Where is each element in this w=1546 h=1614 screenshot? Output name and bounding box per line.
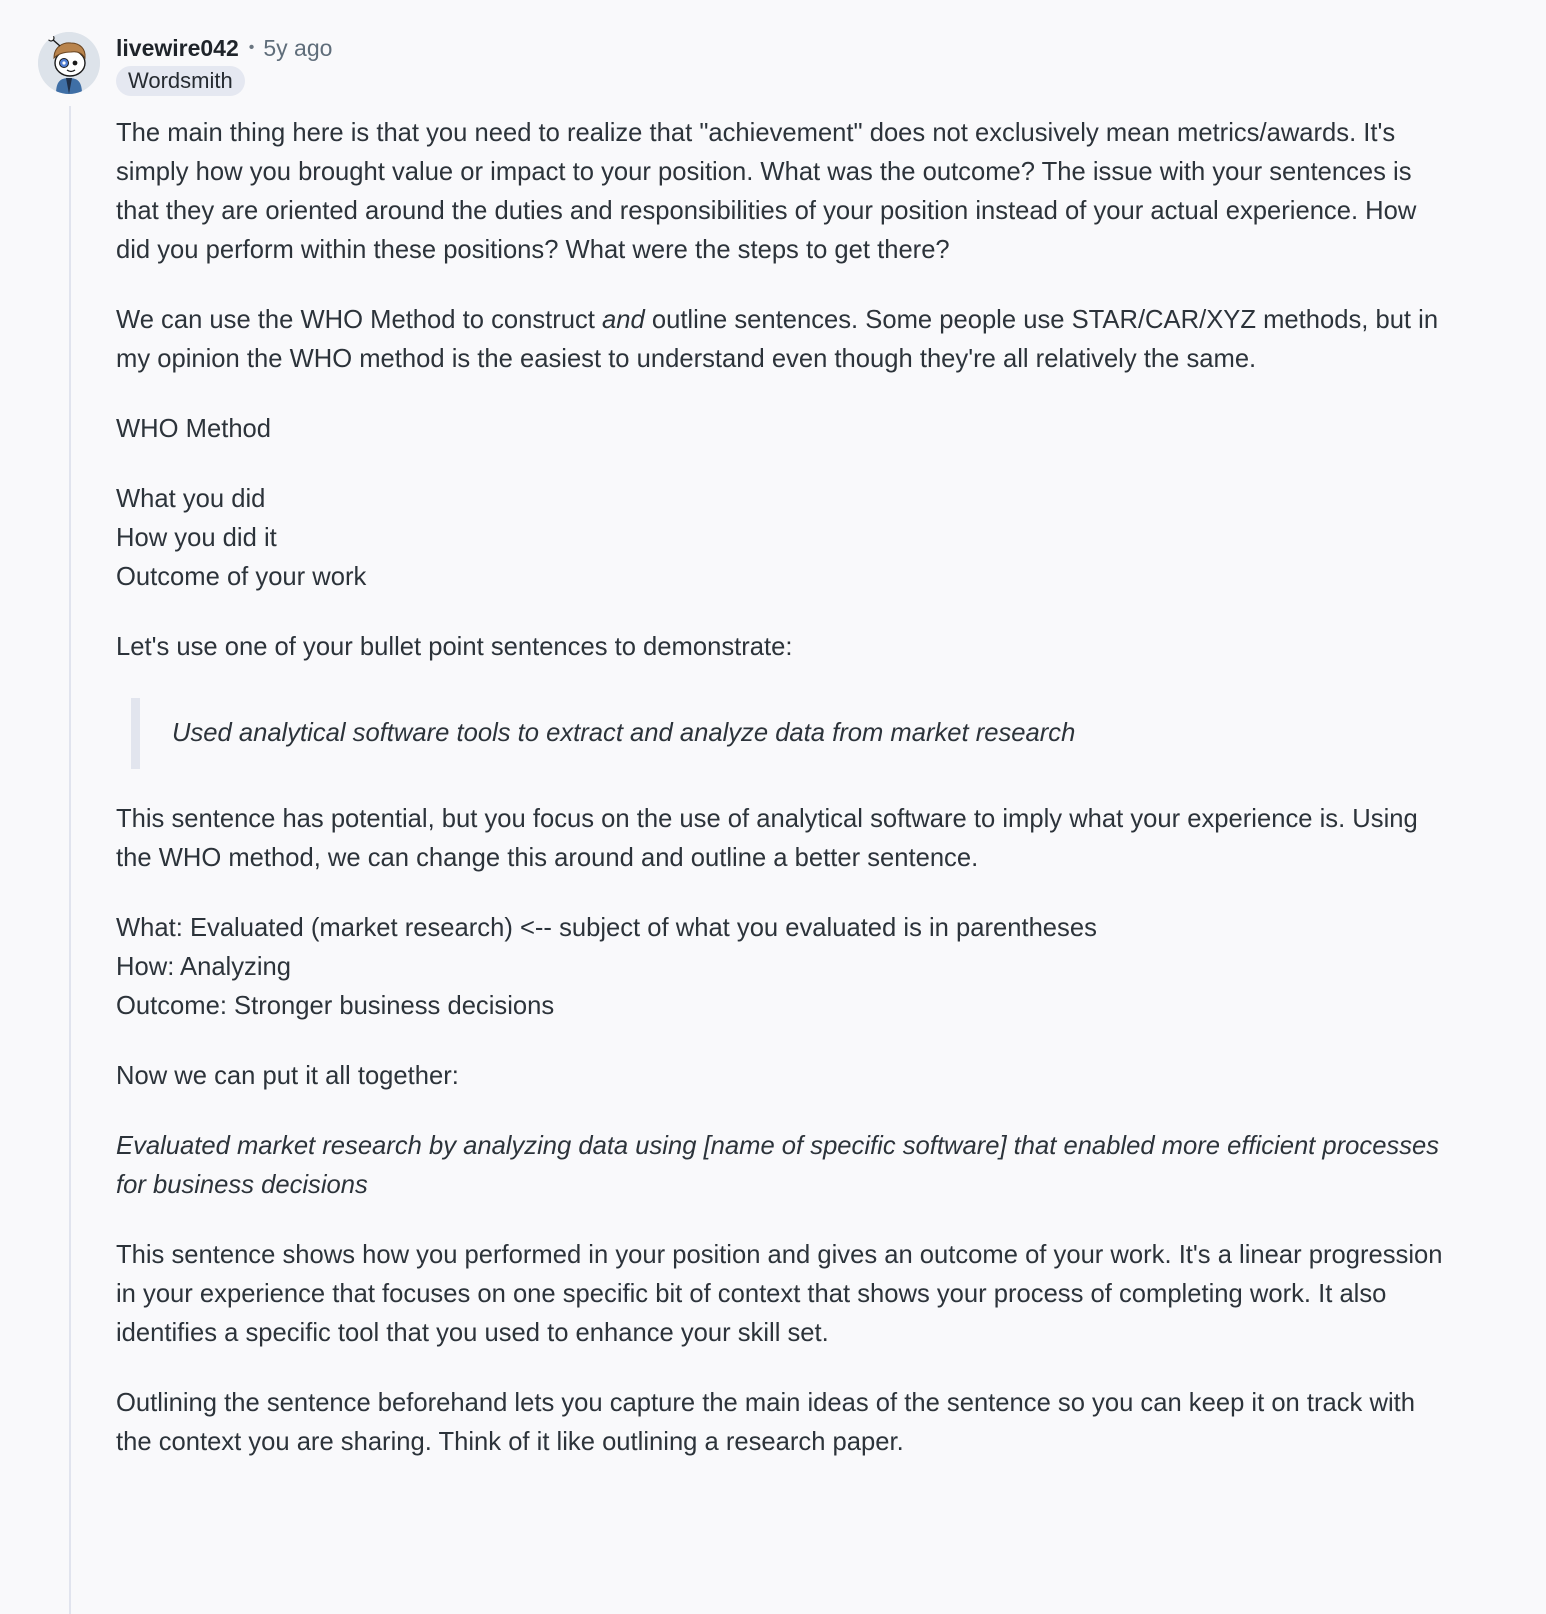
who-method-list: [116, 480, 1451, 597]
paragraph-put-together: Now we can put it all together:: [116, 1062, 459, 1090]
paragraph-analysis: This sentence has potential, but you focus on the use of analytical software to imply what your experience is. Using the WHO method, we can change this around and outline a better sentence.: [116, 805, 1418, 872]
list-item: What: Evaluated (market research) <-- subject of what you evaluated is in parentheses: [116, 914, 1097, 942]
paragraph-text: outline sentences. Some people use STAR/CAR/XYZ methods, but in my opinion the WHO method is the easiest to understand even though they're all relatively the same.: [116, 306, 1439, 373]
comment-body: [116, 114, 1451, 1493]
snoo-avatar-icon: [38, 32, 100, 94]
thread-collapse-line[interactable]: [69, 106, 71, 1614]
list-item: How you did it: [116, 524, 277, 552]
list-item: How: Analyzing: [116, 953, 291, 981]
paragraph-conclusion: Outlining the sentence beforehand lets you capture the main ideas of the sentence so you can keep it on track with the context you are sharing. Think of it like outlining a research paper.: [116, 1389, 1415, 1456]
user-avatar[interactable]: [38, 32, 100, 94]
paragraph-who-method-intro: [116, 301, 1451, 379]
comment-meta: [116, 33, 332, 63]
timestamp[interactable]: 5y ago: [263, 34, 333, 61]
who-breakdown-list: [116, 909, 1451, 1026]
paragraph-demonstrate: Let's use one of your bullet point sentences to demonstrate:: [116, 633, 793, 661]
paragraph-intro: The main thing here is that you need to realize that "achievement" does not exclusively mean metrics/awards. It's simply how you brought value or impact to your position. What was the outcome? The issue with your sentences is that they are oriented around the duties and responsibilities of your position instead of your actual experience. How did you perform within these positions? What were the steps to get there?: [116, 119, 1417, 264]
emphasis-text: and: [602, 306, 645, 334]
list-item: Outcome of your work: [116, 563, 367, 591]
list-item: What you did: [116, 485, 266, 513]
paragraph-explanation: This sentence shows how you performed in your position and gives an outcome of your work. It's a linear progression in your experience that focuses on one specific bit of context that shows your process of completing work. It also identifies a specific tool that you used to enhance your skill set.: [116, 1241, 1443, 1347]
paragraph-example-sentence: Evaluated market research by analyzing data using [name of specific software] that enabled more efficient processes for business decisions: [116, 1132, 1440, 1199]
paragraph-text: We can use the WHO Method to construct: [116, 306, 603, 334]
paragraph-who-method-heading: WHO Method: [116, 415, 272, 443]
list-item: Outcome: Stronger business decisions: [116, 992, 555, 1020]
meta-separator: •: [248, 39, 255, 56]
user-flair-badge: Wordsmith: [116, 66, 245, 96]
blockquote: Used analytical software tools to extract and analyze data from market research: [131, 698, 1451, 769]
username-link[interactable]: livewire042: [116, 34, 239, 61]
